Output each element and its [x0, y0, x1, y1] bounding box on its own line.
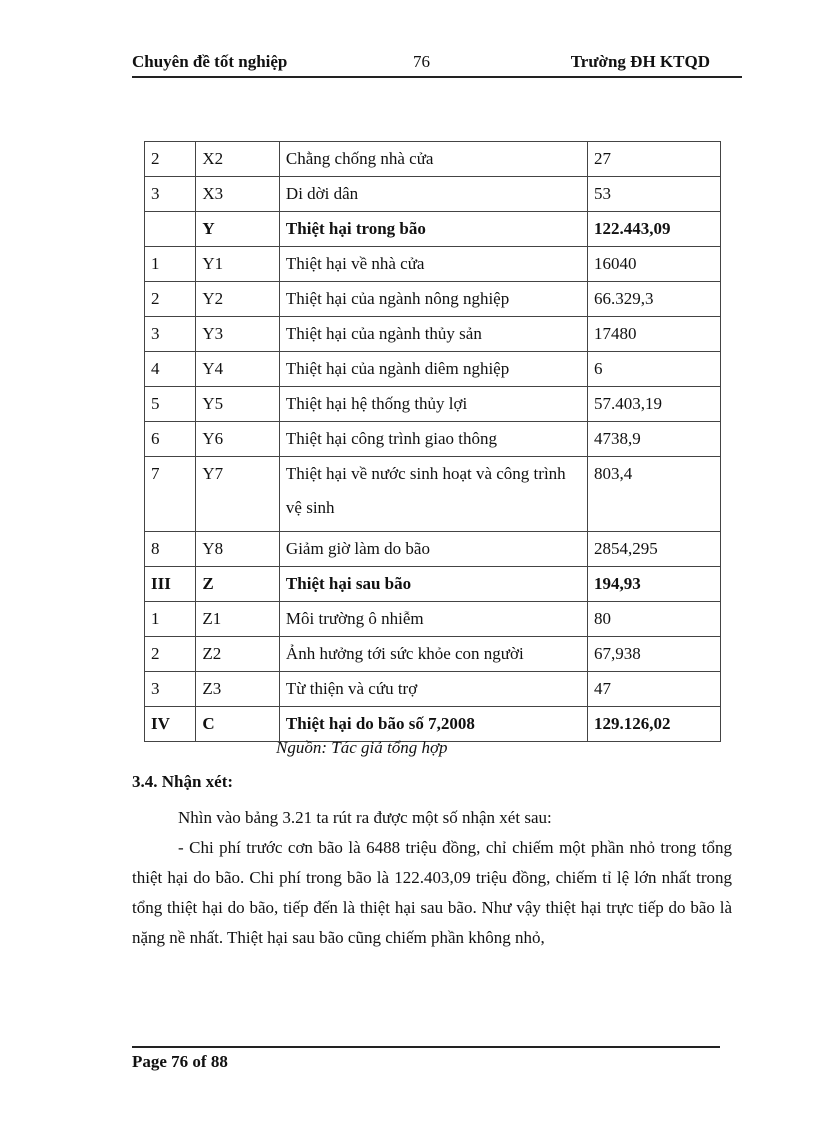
- row-item: Thiệt hại trong bão: [279, 212, 587, 247]
- table-row: [145, 672, 721, 707]
- table-row: [145, 422, 721, 457]
- table-source-note: Nguồn: Tác giả tổng hợp: [276, 738, 448, 757]
- row-item: Môi trường ô nhiễm: [279, 602, 587, 637]
- row-value: 67,938: [588, 637, 721, 672]
- table-row: [145, 282, 721, 317]
- table-row: [145, 212, 721, 247]
- row-code: Y1: [196, 247, 280, 282]
- table-row: [145, 317, 721, 352]
- row-code: Z2: [196, 637, 280, 672]
- row-item: Thiệt hại do bão số 7,2008: [279, 707, 587, 742]
- row-code: Y2: [196, 282, 280, 317]
- row-number: 7: [145, 457, 196, 532]
- row-code: Z: [196, 567, 280, 602]
- table-row: [145, 532, 721, 567]
- row-code: X3: [196, 177, 280, 212]
- row-value: 53: [588, 177, 721, 212]
- row-value: 17480: [588, 317, 721, 352]
- row-code: Y8: [196, 532, 280, 567]
- table-row: [145, 602, 721, 637]
- row-code: X2: [196, 142, 280, 177]
- row-item: Từ thiện và cứu trợ: [279, 672, 587, 707]
- header-document-title: Chuyên đề tốt nghiệp: [132, 52, 288, 71]
- row-number: IV: [145, 707, 196, 742]
- paragraph-analysis: - Chi phí trước cơn bão là 6488 triệu đồng, chỉ chiếm một phần nhỏ trong tổng thiệt hại do bão. Chi phí trong bão là 122.403,09 triệu đồng, chiếm tỉ lệ lớn nhất trong tổng thiệt hại do bão, tiếp đến là thiệt hại sau bão. Như vậy thiệt hại trực tiếp do bão là nặng nề nhất. Thiệt hại sau bão cũng chiếm phần không nhỏ,: [132, 838, 732, 947]
- row-number: 1: [145, 602, 196, 637]
- table-row: [145, 457, 721, 532]
- row-number: 4: [145, 352, 196, 387]
- table-row: [145, 387, 721, 422]
- row-item: Thiệt hại về nước sinh hoạt và công trình vệ sinh: [279, 457, 587, 532]
- header-university: Trường ĐH KTQD: [570, 52, 710, 71]
- row-value: 47: [588, 672, 721, 707]
- row-number: 1: [145, 247, 196, 282]
- row-code: Y5: [196, 387, 280, 422]
- row-code: C: [196, 707, 280, 742]
- row-item: Di dời dân: [279, 177, 587, 212]
- row-value: 2854,295: [588, 532, 721, 567]
- section-title: 3.4. Nhận xét:: [132, 772, 234, 791]
- row-item: Giảm giờ làm do bão: [279, 532, 587, 567]
- row-number: 2: [145, 637, 196, 672]
- row-item: Thiệt hại của ngành diêm nghiệp: [279, 352, 587, 387]
- row-number: 2: [145, 142, 196, 177]
- row-value: 129.126,02: [588, 707, 721, 742]
- table-row: [145, 637, 721, 672]
- header-page-number: 76: [413, 52, 430, 71]
- row-number: 3: [145, 177, 196, 212]
- row-value: 803,4: [588, 457, 721, 532]
- row-item: Thiệt hại hệ thống thủy lợi: [279, 387, 587, 422]
- row-value: 57.403,19: [588, 387, 721, 422]
- page-header: [132, 52, 742, 78]
- row-value: 194,93: [588, 567, 721, 602]
- row-item: Thiệt hại của ngành nông nghiệp: [279, 282, 587, 317]
- row-number: III: [145, 567, 196, 602]
- row-code: Y3: [196, 317, 280, 352]
- row-number: 6: [145, 422, 196, 457]
- row-code: Z1: [196, 602, 280, 637]
- row-number: [145, 212, 196, 247]
- row-value: 66.329,3: [588, 282, 721, 317]
- row-code: Y4: [196, 352, 280, 387]
- row-number: 2: [145, 282, 196, 317]
- row-code: Z3: [196, 672, 280, 707]
- damage-table: [144, 141, 721, 742]
- row-number: 3: [145, 317, 196, 352]
- row-item: Thiệt hại công trình giao thông: [279, 422, 587, 457]
- row-code: Y: [196, 212, 280, 247]
- row-value: 6: [588, 352, 721, 387]
- row-value: 4738,9: [588, 422, 721, 457]
- row-value: 80: [588, 602, 721, 637]
- row-number: 3: [145, 672, 196, 707]
- row-item: Thiệt hại về nhà cửa: [279, 247, 587, 282]
- page-footer: Page 76 of 88: [132, 1046, 720, 1072]
- row-item: Chằng chống nhà cửa: [279, 142, 587, 177]
- row-number: 8: [145, 532, 196, 567]
- paragraph-intro: Nhìn vào bảng 3.21 ta rút ra được một số nhận xét sau:: [178, 808, 552, 827]
- row-item: Thiệt hại của ngành thủy sản: [279, 317, 587, 352]
- row-item: Thiệt hại sau bão: [279, 567, 587, 602]
- table-row: [145, 707, 721, 742]
- row-item: Ảnh hưởng tới sức khỏe con người: [279, 637, 587, 672]
- table-row: [145, 352, 721, 387]
- row-value: 27: [588, 142, 721, 177]
- table-row: [145, 142, 721, 177]
- row-value: 122.443,09: [588, 212, 721, 247]
- row-number: 5: [145, 387, 196, 422]
- row-value: 16040: [588, 247, 721, 282]
- table-row: [145, 247, 721, 282]
- table-row: [145, 567, 721, 602]
- table-row: [145, 177, 721, 212]
- row-code: Y6: [196, 422, 280, 457]
- row-code: Y7: [196, 457, 280, 532]
